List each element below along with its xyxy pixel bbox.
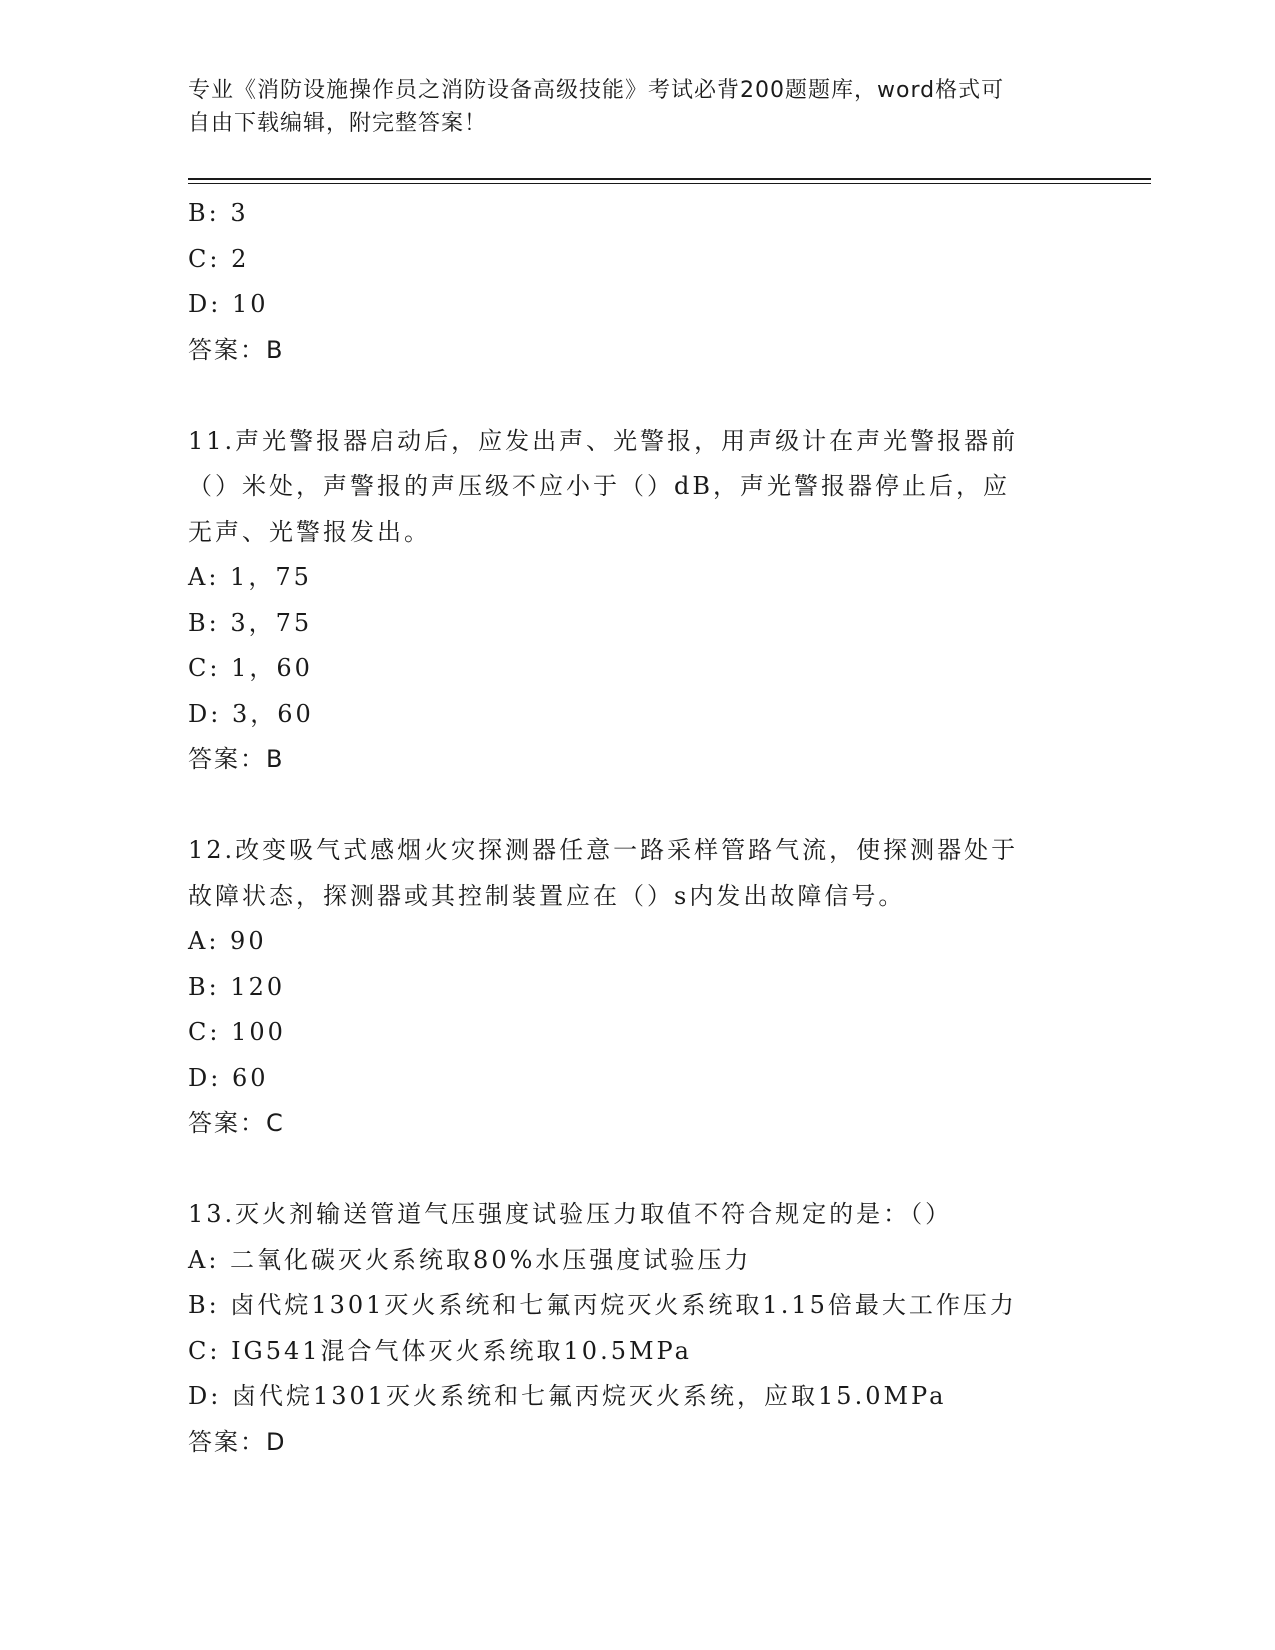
question-10-tail xyxy=(188,191,1088,373)
spacer xyxy=(188,1147,1088,1193)
answer-line: 答案：B xyxy=(188,335,285,364)
header-rule-thick xyxy=(188,178,1151,180)
option-d: D: 卤代烷1301灭火系统和七氟丙烷灭火系统，应取15.0MPa xyxy=(188,1382,947,1410)
question-content xyxy=(188,191,1088,1465)
option-b: B: 3，75 xyxy=(188,608,313,637)
option-a: A: 二氧化碳灭火系统取80%水压强度试验压力 xyxy=(188,1245,752,1274)
answer-line: 答案：D xyxy=(188,1427,287,1456)
option-b: B: 卤代烷1301灭火系统和七氟丙烷灭火系统取1.15倍最大工作压力 xyxy=(188,1291,1017,1319)
question-stem-line: 12.改变吸气式感烟火灾探测器任意一路采样管路气流，使探测器处于 xyxy=(188,836,1019,864)
question-13 xyxy=(188,1192,1088,1465)
question-stem-line: 13.灭火剂输送管道气压强度试验压力取值不符合规定的是：（） xyxy=(188,1200,953,1228)
option-c: C: IG541混合气体灭火系统取10.5MPa xyxy=(188,1336,692,1365)
header-line-2: 自由下载编辑，附完整答案！ xyxy=(188,111,488,136)
option-c: C: 1，60 xyxy=(188,654,313,682)
question-11 xyxy=(188,419,1088,783)
spacer xyxy=(188,373,1088,419)
question-stem-line: （）米处，声警报的声压级不应小于（）dB，声光警报器停止后，应 xyxy=(188,472,1010,500)
spacer xyxy=(188,783,1088,829)
option-d: D: 3，60 xyxy=(188,699,314,728)
answer-line: 答案：B xyxy=(188,745,285,773)
question-stem-line: 无声、光警报发出。 xyxy=(188,517,431,546)
option-c: C: 2 xyxy=(188,244,250,273)
option-d: D: 10 xyxy=(188,290,269,318)
option-b: B: 3 xyxy=(188,199,249,227)
header-rule-thin xyxy=(188,183,1151,184)
option-d: D: 60 xyxy=(188,1063,269,1092)
option-b: B: 120 xyxy=(188,972,286,1001)
question-stem-line: 故障状态，探测器或其控制装置应在（）s内发出故障信号。 xyxy=(188,881,906,910)
option-a: A: 1，75 xyxy=(188,563,312,591)
option-a: A: 90 xyxy=(188,927,267,955)
document-header xyxy=(188,74,1068,140)
option-c: C: 100 xyxy=(188,1018,286,1046)
answer-line: 答案：C xyxy=(188,1109,285,1137)
header-line-1: 专业《消防设施操作员之消防设备高级技能》考试必背200题题库，word格式可 xyxy=(188,78,1005,103)
question-12 xyxy=(188,828,1088,1147)
question-stem-line: 11.声光警报器启动后，应发出声、光警报，用声级计在声光警报器前 xyxy=(188,426,1019,455)
